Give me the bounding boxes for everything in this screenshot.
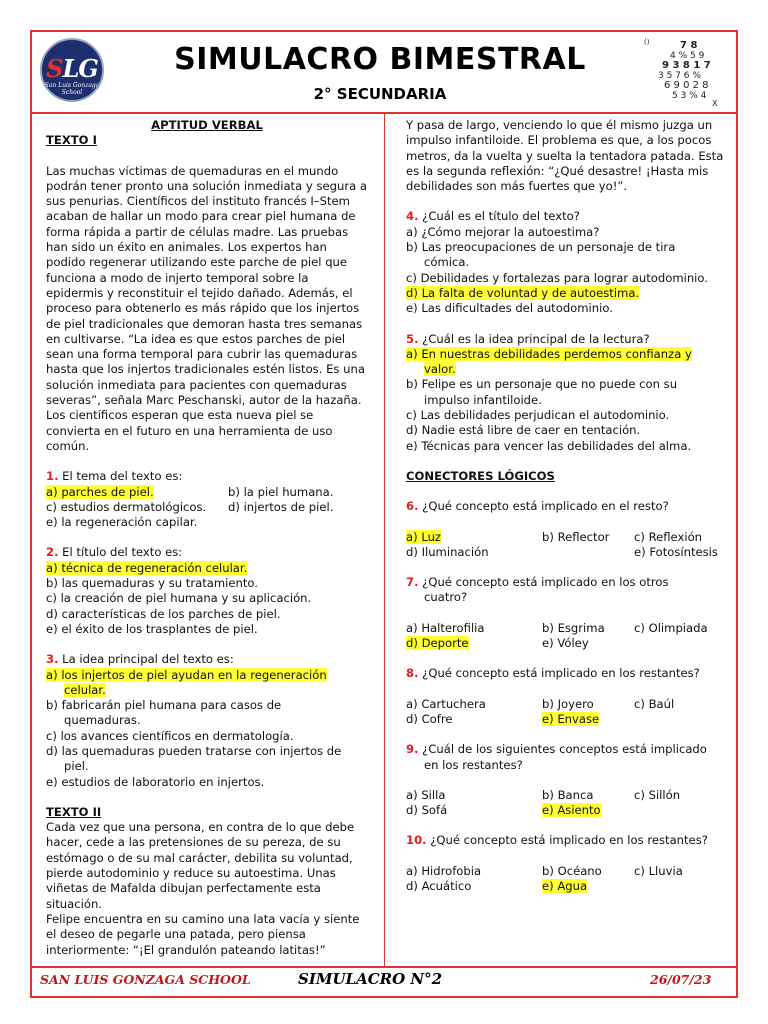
answer-option: a) Silla: [406, 787, 446, 802]
question-10: [406, 833, 726, 894]
question-number: 5.: [406, 331, 419, 346]
footer-simulacro-number: SIMULACRO N°2: [298, 970, 443, 988]
answer-option: e) la regeneración capilar.: [46, 515, 198, 530]
answer-option: d) las quemaduras pueden tratarse con injertos de: [46, 743, 342, 758]
answer-option: e) Vóley: [542, 636, 589, 651]
question-number: 2.: [46, 545, 59, 560]
answer-option: c) Olimpiada: [634, 620, 708, 635]
question-4: [406, 209, 726, 316]
footer-divider: [32, 966, 736, 968]
question-number: 7.: [406, 575, 419, 590]
question-text: ¿Qué concepto está implicado en los restantes?: [426, 833, 708, 848]
question-text: El tema del texto es:: [58, 469, 183, 484]
answer-option: a) En nuestras debilidades perdemos confianza y: [406, 346, 692, 361]
question-number: 3.: [46, 652, 59, 667]
school-logo: [40, 38, 104, 102]
question-text: ¿Cuál es la idea principal de la lectura?: [418, 331, 650, 346]
answer-option: b) Banca: [542, 787, 594, 802]
answer-option: c) Sillón: [634, 787, 681, 802]
answer-option: e) Técnicas para vencer las debilidades del alma.: [406, 438, 692, 453]
answer-option: d) Nadie está libre de caer en tentación.: [406, 423, 641, 438]
answer-option: c) Las debilidades perjudican el autodominio.: [406, 408, 670, 423]
svg-text:5 3 % 4: 5 3 % 4: [672, 91, 707, 101]
question-number: 9.: [406, 742, 419, 757]
answer-option: e) Envase: [542, 711, 600, 726]
answer-option: d) Iluminación: [406, 544, 489, 559]
question-1: [46, 469, 368, 530]
footer-school-name: SAN LUIS GONZAGA SCHOOL: [40, 972, 251, 987]
answer-option: c) Baúl: [634, 696, 675, 711]
texto-2-heading: TEXTO II: [46, 804, 102, 819]
svg-text:3 5 7 6 %: 3 5 7 6 %: [658, 71, 701, 81]
question-text: La idea principal del texto es:: [58, 652, 234, 667]
logo-ring-text: San Luis Gonzaga School: [44, 82, 100, 96]
numbers-decoration-icon: [642, 36, 726, 108]
question-number: 10.: [406, 833, 427, 848]
question-8: [406, 666, 726, 727]
svg-text:6 9 0 2 8: 6 9 0 2 8: [664, 80, 709, 91]
answer-option: b) Esgrima: [542, 620, 605, 635]
answer-option-continued: valor.: [424, 362, 456, 377]
answer-option: c) Lluvia: [634, 863, 683, 878]
answer-option: e) estudios de laboratorio en injertos.: [46, 774, 265, 789]
question-9: [406, 742, 726, 818]
svg-text:X: X: [712, 99, 718, 108]
answer-option: a) técnica de regeneración celular.: [46, 560, 248, 575]
answer-option: a) ¿Cómo mejorar la autoestima?: [406, 224, 600, 239]
answer-option: c) Debilidades y fortalezas para lograr autodominio.: [406, 270, 708, 285]
question-number: 4.: [406, 209, 419, 224]
answer-option: a) Hidrofobia: [406, 863, 482, 878]
question-3: [46, 652, 368, 790]
answer-option-continued: piel.: [64, 759, 89, 774]
answer-option: a) los injertos de piel ayudan en la regeneración: [46, 667, 327, 682]
answer-option: e) Asiento: [542, 803, 601, 818]
texto-2-continuation: Y pasa de largo, venciendo lo que él mismo juzga un impulso infantiloide. El problema es que, a los pocos metros, da la vuelta y suelta la tentadora patada. Esta es la segunda reflexión: “¿Qué desastre! ¡Hasta mis debilidades son más fuertes que yo!”.: [406, 118, 724, 194]
question-text: ¿Cuál de los siguientes conceptos está implicado: [418, 742, 707, 757]
answer-option: c) Reflexión: [634, 529, 703, 544]
answer-option: b) Las preocupaciones de un personaje de tira: [406, 240, 676, 255]
answer-option: d) Cofre: [406, 711, 453, 726]
answer-option: b) Felipe es un personaje que no puede con su: [406, 377, 678, 392]
question-number: 1.: [46, 469, 59, 484]
page-subtitle: 2° SECUNDARIA: [313, 85, 447, 103]
answer-option: a) Cartuchera: [406, 696, 486, 711]
answer-option: b) las quemaduras y su tratamiento.: [46, 576, 258, 591]
left-column: [46, 118, 368, 958]
answer-option-continued: cómica.: [424, 255, 470, 270]
question-7: [406, 575, 726, 651]
svg-text:7 8: 7 8: [680, 40, 698, 51]
answer-option: a) Halterofilia: [406, 620, 485, 635]
column-divider: [384, 114, 385, 966]
answer-option: d) Acuático: [406, 878, 472, 893]
question-5: [406, 332, 726, 454]
answer-option: d) Sofá: [406, 803, 448, 818]
question-number: 8.: [406, 666, 419, 681]
svg-text:(): (): [644, 38, 650, 46]
texto-2-paragraph-1: Cada vez que una persona, en contra de lo que debe hacer, cede a las pretensiones de su pereza, de su estómago o de su mal carácter, debilita su voluntad, pierde autodominio y reduce su autoestima. Unas viñetas de Mafalda dibujan perfectamente esta situación.: [46, 820, 355, 911]
answer-option: e) el éxito de los trasplantes de piel.: [46, 621, 258, 636]
answer-option: c) estudios dermatológicos.: [46, 499, 207, 514]
section-heading-conectores: CONECTORES LÓGICOS: [406, 468, 555, 483]
answer-option: d) Deporte: [406, 636, 469, 651]
question-6: [406, 499, 726, 560]
logo-monogram: SLG: [46, 54, 98, 83]
answer-option-continued: quemaduras.: [64, 713, 141, 728]
right-column: [406, 118, 726, 894]
question-text: ¿Qué concepto está implicado en el resto?: [418, 499, 669, 514]
footer-date: 26/07/23: [650, 972, 712, 987]
question-text-continued: cuatro?: [424, 590, 468, 605]
answer-option: d) injertos de piel.: [228, 499, 334, 514]
svg-text:4 % 5 9: 4 % 5 9: [670, 51, 705, 61]
answer-option: c) la creación de piel humana y su aplicación.: [46, 591, 312, 606]
answer-option: d) características de los parches de piel.: [46, 606, 281, 621]
question-text-continued: en los restantes?: [424, 757, 523, 772]
answer-option: b) fabricarán piel humana para casos de: [46, 698, 282, 713]
answer-option: b) Joyero: [542, 696, 594, 711]
texto-1-heading: TEXTO I: [46, 133, 97, 148]
answer-option: d) La falta de voluntad y de autoestima.: [406, 285, 640, 300]
answer-option: e) Agua: [542, 878, 588, 893]
answer-option-continued: celular.: [64, 682, 106, 697]
page-title: SIMULACRO BIMESTRAL: [174, 42, 586, 77]
question-2: [46, 545, 368, 637]
question-text: El título del texto es:: [58, 545, 183, 560]
question-number: 6.: [406, 499, 419, 514]
question-text: ¿Cuál es el título del texto?: [418, 209, 580, 224]
answer-option: b) Océano: [542, 863, 602, 878]
answer-option: b) la piel humana.: [228, 484, 334, 499]
section-heading-aptitud-verbal: APTITUD VERBAL: [151, 118, 263, 132]
answer-option: e) Las dificultades del autodominio.: [406, 301, 613, 316]
answer-option: e) Fotosíntesis: [634, 544, 718, 559]
answer-option: c) los avances científicos en dermatología.: [46, 728, 294, 743]
question-text: ¿Qué concepto está implicado en los restantes?: [418, 666, 700, 681]
answer-option: a) parches de piel.: [46, 484, 154, 499]
question-text: ¿Qué concepto está implicado en los otros: [418, 575, 669, 590]
texto-1-body: Las muchas víctimas de quemaduras en el mundo podrán tener pronto una solución inmediata y segura a sus penurias. Científicos del instituto francés I–Stem acaban de hallar un modo para crear piel humana de forma rápida a partir de células madre. Las pruebas han sido un éxito en animales. Los expertos han podido regenerar utilizando este parche de piel que funciona a modo de injerto temporal sobre la epidermis y reconstituir el tejido dañado. Además, el proceso para obtenerlo es más rápido que los injertos de piel tradicionales que demoran hasta tres semanas en cultivarse. “La idea es que estos parches de piel sean una forma temporal para cubrir las quemaduras hasta que los injertos tradicionales estén listos. Es una solución inmediata para pacientes con quemaduras severas”, señala Marc Peschanski, autor de la hazaña. Los científicos esperan que esta nueva piel se convierta en el futuro en una herramienta de uso común.: [46, 163, 367, 453]
texto-2-paragraph-2: Felipe encuentra en su camino una lata vacía y siente el deseo de pegarle una patada, pero piensa interiormente: “¡El grandulón pateando latitas!”: [46, 911, 360, 957]
svg-text:9 3 8 1 7: 9 3 8 1 7: [662, 60, 711, 71]
answer-option: b) Reflector: [542, 529, 610, 544]
answer-option: a) Luz: [406, 529, 442, 544]
answer-option-continued: impulso infantiloide.: [424, 392, 542, 407]
